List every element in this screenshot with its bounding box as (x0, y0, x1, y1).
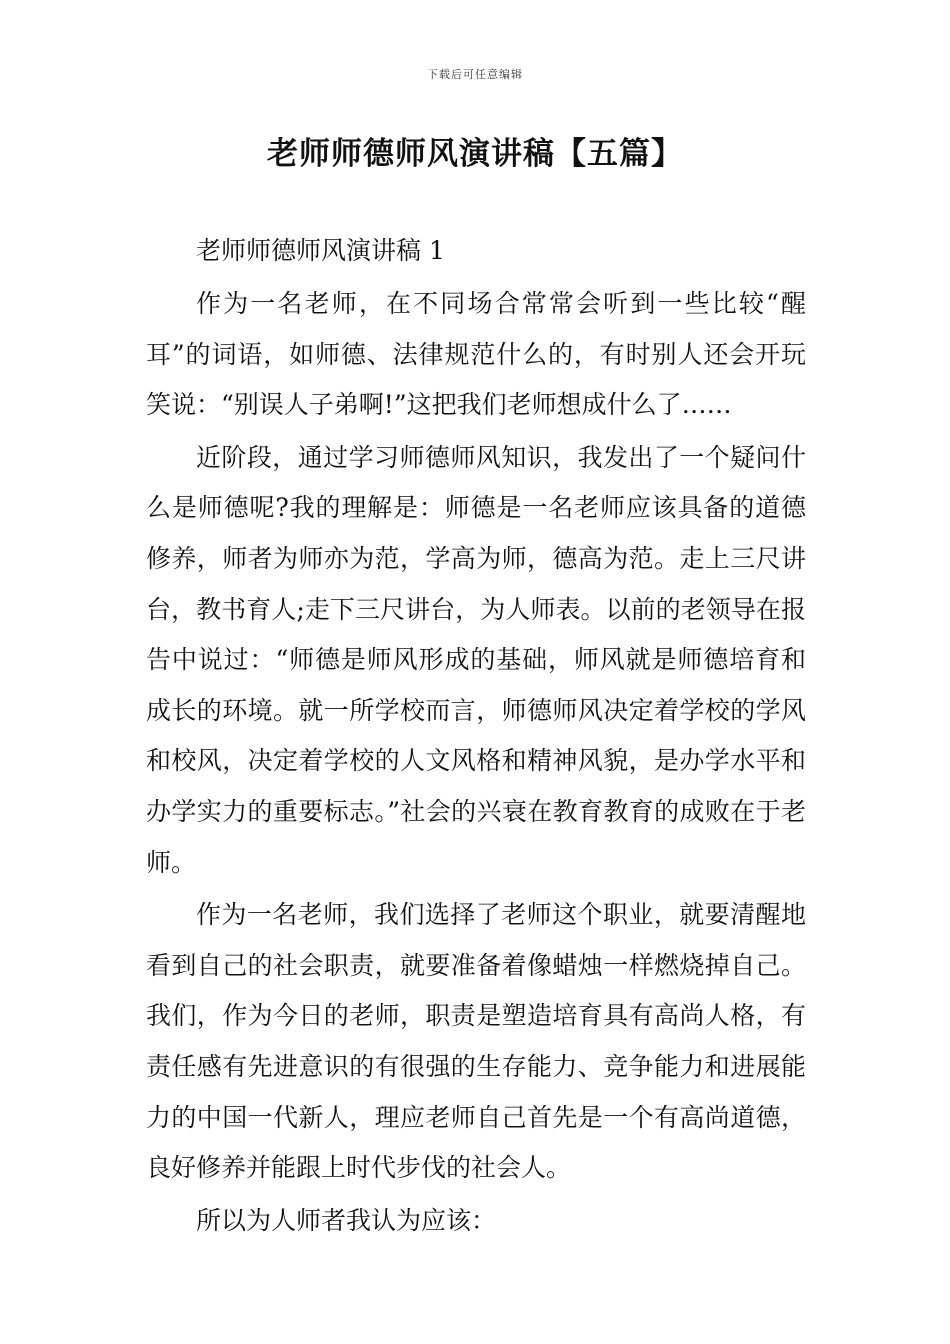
paragraph-4: 所以为人师者我认为应该： (196, 1205, 497, 1235)
paragraph-2: 近阶段，通过学习师德师风知识，我发出了一个疑问什么是师德呢?我的理解是：师德是一名老师应该具备的道德修养，师者为师亦为范，学高为师，德高为范。走上三尺讲台，教书育人;走下三尺讲台，为人师表。以前的老领导在报告中说过：“师德是师风形成的基础，师风就是师德培育和成长的环境。就一所学校而言，师德师风决定着学校的学风和校风，决定着学校的人文风格和精神风貌，是办学水平和办学实力的重要标志。”社会的兴衰在教育教育的成败在于老师。 (146, 442, 806, 877)
document-title: 老师师德师风演讲稿【五篇】 (267, 136, 683, 172)
header-note: 下载后可任意编辑 (427, 68, 523, 81)
paragraph-1: 作为一名老师，在不同场合常常会听到一些比较“醒耳”的词语，如师德、法律规范什么的，有时别人还会开玩笑说：“别误人子弟啊!”这把我们老师想成什么了…… (146, 289, 806, 420)
document-body (146, 228, 806, 1246)
paragraph-3: 作为一名老师，我们选择了老师这个职业，就要清醒地看到自己的社会职责，就要准备着像蜡烛一样燃烧掉自己。我们，作为今日的老师，职责是塑造培育具有高尚人格，有责任感有先进意识的有很强的生存能力、竞争能力和进展能力的中国一代新人，理应老师自己首先是一个有高尚道德，良好修养并能跟上时代步伐的社会人。 (146, 900, 806, 1183)
section-heading: 老师师德师风演讲稿 1 (196, 236, 445, 265)
